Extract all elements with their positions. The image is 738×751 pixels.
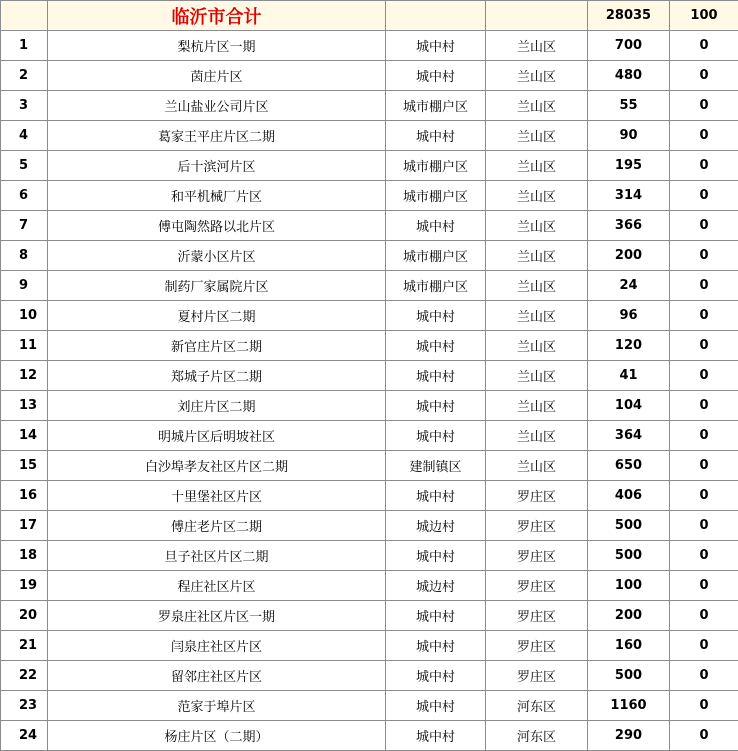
row-pct: 0 (670, 421, 738, 451)
row-name: 茵庄片区 (48, 61, 386, 91)
row-name: 和平机械厂片区 (48, 181, 386, 211)
row-value: 104 (588, 391, 670, 421)
row-index: 15 (1, 451, 48, 481)
row-name: 白沙埠孝友社区片区二期 (48, 451, 386, 481)
row-index: 24 (1, 721, 48, 751)
row-district: 兰山区 (486, 301, 588, 331)
total-type-cell (386, 1, 486, 31)
row-value: 290 (588, 721, 670, 751)
row-type: 城中村 (386, 391, 486, 421)
row-type: 城边村 (386, 511, 486, 541)
row-pct: 0 (670, 661, 738, 691)
row-pct: 0 (670, 121, 738, 151)
row-pct: 0 (670, 31, 738, 61)
table-row (1, 241, 738, 271)
row-pct: 0 (670, 631, 738, 661)
row-value: 406 (588, 481, 670, 511)
row-type: 城市棚户区 (386, 181, 486, 211)
table-row (1, 301, 738, 331)
table-row (1, 571, 738, 601)
row-name: 兰山盐业公司片区 (48, 91, 386, 121)
row-type: 城市棚户区 (386, 91, 486, 121)
row-value: 650 (588, 451, 670, 481)
row-index: 7 (1, 211, 48, 241)
row-district: 罗庄区 (486, 661, 588, 691)
row-type: 建制镇区 (386, 451, 486, 481)
row-name: 程庄社区片区 (48, 571, 386, 601)
row-type: 城中村 (386, 661, 486, 691)
row-value: 200 (588, 241, 670, 271)
row-pct: 0 (670, 481, 738, 511)
row-type: 城市棚户区 (386, 151, 486, 181)
row-type: 城中村 (386, 421, 486, 451)
row-index: 12 (1, 361, 48, 391)
row-district: 罗庄区 (486, 481, 588, 511)
row-district: 兰山区 (486, 361, 588, 391)
row-value: 55 (588, 91, 670, 121)
row-name: 傅屯陶然路以北片区 (48, 211, 386, 241)
row-index: 14 (1, 421, 48, 451)
row-name: 杨庄片区（二期） (48, 721, 386, 751)
row-value: 100 (588, 571, 670, 601)
row-name: 闫泉庄社区片区 (48, 631, 386, 661)
table-row (1, 361, 738, 391)
row-type: 城边村 (386, 571, 486, 601)
table-row (1, 331, 738, 361)
table-row (1, 511, 738, 541)
row-name: 葛家王平庄片区二期 (48, 121, 386, 151)
row-value: 120 (588, 331, 670, 361)
row-pct: 0 (670, 301, 738, 331)
row-type: 城中村 (386, 121, 486, 151)
total-row (1, 1, 738, 31)
table-row (1, 181, 738, 211)
table-row (1, 151, 738, 181)
row-district: 兰山区 (486, 121, 588, 151)
row-index: 9 (1, 271, 48, 301)
row-name: 夏村片区二期 (48, 301, 386, 331)
row-type: 城中村 (386, 301, 486, 331)
row-type: 城中村 (386, 631, 486, 661)
row-index: 5 (1, 151, 48, 181)
row-district: 兰山区 (486, 61, 588, 91)
table-row (1, 601, 738, 631)
row-pct: 0 (670, 151, 738, 181)
row-type: 城市棚户区 (386, 241, 486, 271)
row-value: 195 (588, 151, 670, 181)
table-row (1, 661, 738, 691)
row-index: 22 (1, 661, 48, 691)
row-pct: 0 (670, 391, 738, 421)
row-pct: 0 (670, 451, 738, 481)
row-name: 梨杭片区一期 (48, 31, 386, 61)
row-index: 13 (1, 391, 48, 421)
table-row (1, 91, 738, 121)
row-value: 500 (588, 661, 670, 691)
row-pct: 0 (670, 511, 738, 541)
row-type: 城中村 (386, 541, 486, 571)
table-row (1, 721, 738, 751)
row-pct: 0 (670, 691, 738, 721)
row-index: 23 (1, 691, 48, 721)
total-pct: 100 (670, 1, 738, 31)
row-type: 城中村 (386, 691, 486, 721)
row-name: 郑城子片区二期 (48, 361, 386, 391)
row-pct: 0 (670, 331, 738, 361)
row-pct: 0 (670, 241, 738, 271)
row-index: 3 (1, 91, 48, 121)
row-pct: 0 (670, 721, 738, 751)
total-title: 临沂市合计 (48, 1, 386, 31)
table-row (1, 421, 738, 451)
row-name: 范家于埠片区 (48, 691, 386, 721)
row-type: 城市棚户区 (386, 271, 486, 301)
row-value: 24 (588, 271, 670, 301)
row-district: 罗庄区 (486, 511, 588, 541)
row-index: 19 (1, 571, 48, 601)
table-row (1, 631, 738, 661)
row-district: 兰山区 (486, 31, 588, 61)
row-index: 2 (1, 61, 48, 91)
row-value: 366 (588, 211, 670, 241)
row-district: 兰山区 (486, 211, 588, 241)
row-name: 傅庄老片区二期 (48, 511, 386, 541)
row-index: 20 (1, 601, 48, 631)
row-index: 6 (1, 181, 48, 211)
row-index: 4 (1, 121, 48, 151)
row-value: 41 (588, 361, 670, 391)
row-value: 500 (588, 511, 670, 541)
row-name: 沂蒙小区片区 (48, 241, 386, 271)
row-index: 8 (1, 241, 48, 271)
total-index-cell (1, 1, 48, 31)
row-district: 河东区 (486, 691, 588, 721)
row-value: 364 (588, 421, 670, 451)
row-index: 21 (1, 631, 48, 661)
row-index: 11 (1, 331, 48, 361)
row-type: 城中村 (386, 211, 486, 241)
row-type: 城中村 (386, 31, 486, 61)
row-value: 90 (588, 121, 670, 151)
table-row (1, 31, 738, 61)
row-value: 500 (588, 541, 670, 571)
row-name: 罗泉庄社区片区一期 (48, 601, 386, 631)
row-value: 480 (588, 61, 670, 91)
row-type: 城中村 (386, 601, 486, 631)
row-index: 1 (1, 31, 48, 61)
row-district: 兰山区 (486, 421, 588, 451)
row-value: 200 (588, 601, 670, 631)
row-district: 罗庄区 (486, 541, 588, 571)
row-name: 留邻庄社区片区 (48, 661, 386, 691)
row-type: 城中村 (386, 481, 486, 511)
row-district: 罗庄区 (486, 601, 588, 631)
row-type: 城中村 (386, 61, 486, 91)
row-pct: 0 (670, 601, 738, 631)
row-value: 314 (588, 181, 670, 211)
row-index: 17 (1, 511, 48, 541)
row-index: 18 (1, 541, 48, 571)
table-row (1, 211, 738, 241)
row-district: 兰山区 (486, 271, 588, 301)
row-value: 160 (588, 631, 670, 661)
row-name: 新官庄片区二期 (48, 331, 386, 361)
row-pct: 0 (670, 571, 738, 601)
row-district: 兰山区 (486, 151, 588, 181)
row-name: 旦子社区片区二期 (48, 541, 386, 571)
row-value: 700 (588, 31, 670, 61)
row-district: 兰山区 (486, 241, 588, 271)
row-name: 十里堡社区片区 (48, 481, 386, 511)
row-pct: 0 (670, 361, 738, 391)
row-index: 16 (1, 481, 48, 511)
row-district: 罗庄区 (486, 631, 588, 661)
row-name: 制药厂家属院片区 (48, 271, 386, 301)
table-body (1, 1, 738, 751)
row-type: 城中村 (386, 721, 486, 751)
row-name: 后十滨河片区 (48, 151, 386, 181)
row-pct: 0 (670, 271, 738, 301)
total-district-cell (486, 1, 588, 31)
row-type: 城中村 (386, 361, 486, 391)
row-pct: 0 (670, 541, 738, 571)
row-district: 兰山区 (486, 451, 588, 481)
row-value: 1160 (588, 691, 670, 721)
row-pct: 0 (670, 61, 738, 91)
row-value: 96 (588, 301, 670, 331)
row-district: 兰山区 (486, 181, 588, 211)
row-district: 罗庄区 (486, 571, 588, 601)
row-district: 兰山区 (486, 91, 588, 121)
row-district: 兰山区 (486, 391, 588, 421)
total-value: 28035 (588, 1, 670, 31)
row-pct: 0 (670, 211, 738, 241)
row-pct: 0 (670, 181, 738, 211)
table-row (1, 61, 738, 91)
row-district: 兰山区 (486, 331, 588, 361)
row-name: 明城片区后明坡社区 (48, 421, 386, 451)
row-index: 10 (1, 301, 48, 331)
table-row (1, 541, 738, 571)
row-district: 河东区 (486, 721, 588, 751)
row-type: 城中村 (386, 331, 486, 361)
table-row (1, 271, 738, 301)
row-name: 刘庄片区二期 (48, 391, 386, 421)
table-row (1, 691, 738, 721)
table-row (1, 391, 738, 421)
row-pct: 0 (670, 91, 738, 121)
table-row (1, 481, 738, 511)
table-row (1, 121, 738, 151)
table-row (1, 451, 738, 481)
